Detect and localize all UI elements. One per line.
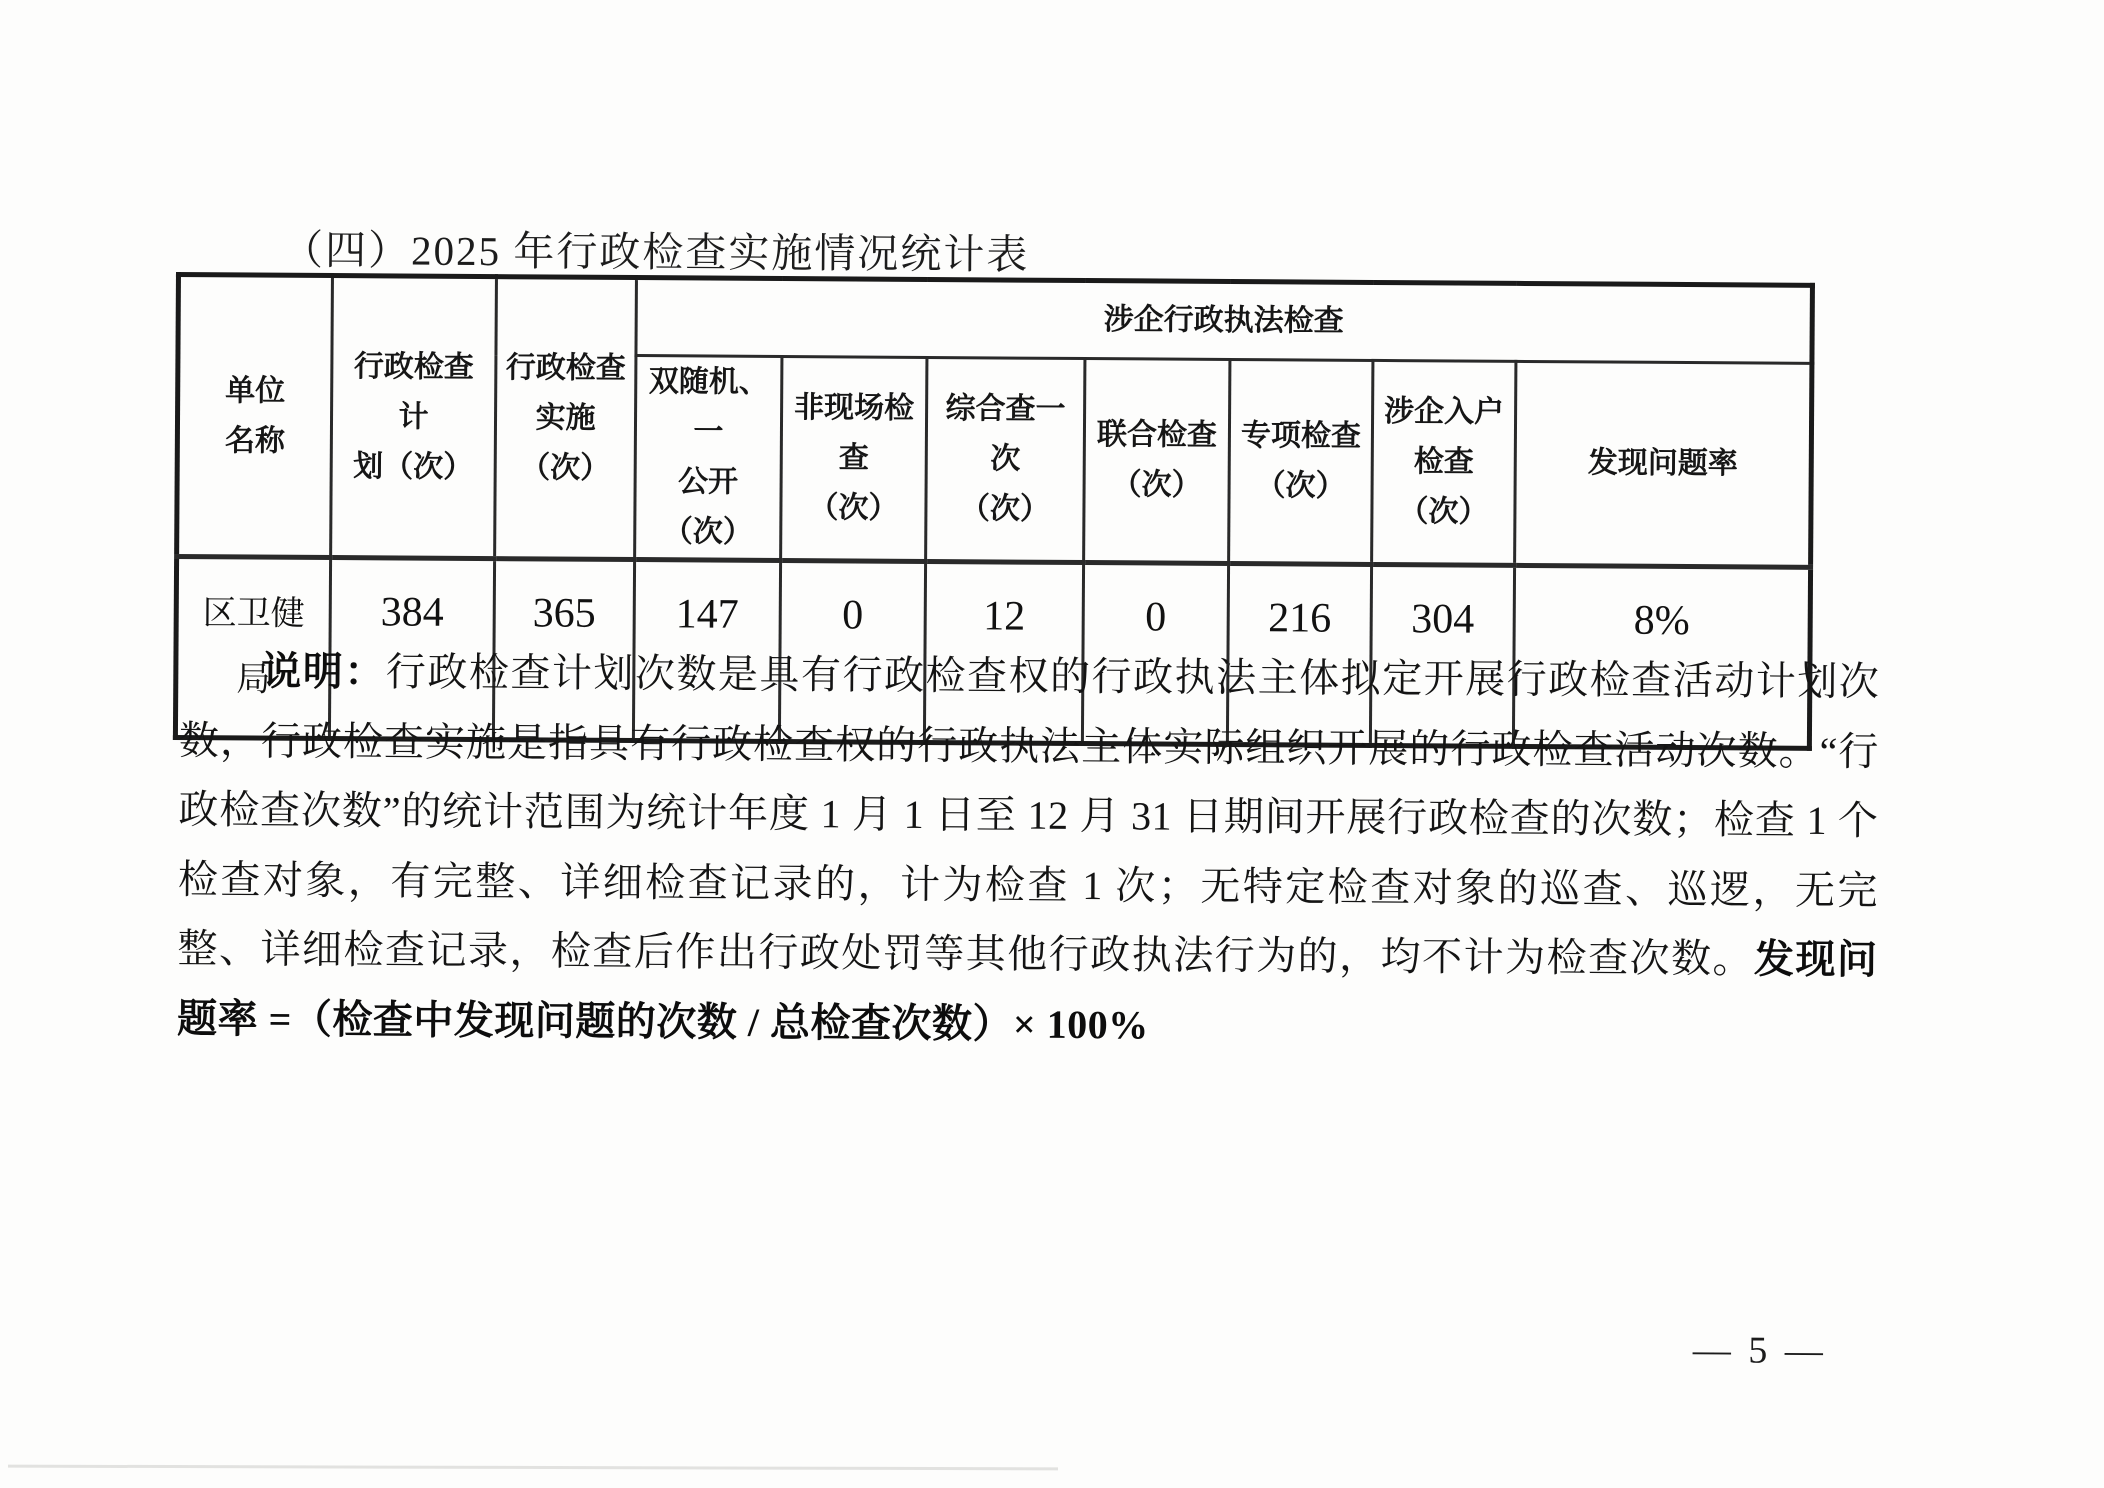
header-special-inspection: 专项检查 （次） — [1229, 359, 1373, 564]
table-header-group-row — [178, 275, 1813, 364]
notes-label: 说明： — [261, 648, 387, 695]
header-onsite-enterprise-visit: 涉企入户 检查（次） — [1372, 360, 1516, 565]
cell-problem-rate: 8% — [1513, 565, 1810, 748]
header-inspection-implemented: 行政检查 实施（次） — [495, 277, 637, 560]
header-joint-inspection: 联合检查 （次） — [1084, 359, 1230, 564]
cell-joint-count: 0 — [1082, 563, 1228, 745]
cell-special-count: 216 — [1227, 563, 1371, 745]
cell-double-random-count: 147 — [633, 560, 780, 742]
cell-offsite-count: 0 — [779, 561, 925, 743]
header-offsite-inspection: 非现场检查 （次） — [781, 357, 927, 562]
header-double-random: 双随机、一 公开（次） — [635, 356, 782, 561]
section-title: （四）2025 年行政检查实施情况统计表 — [281, 226, 1030, 278]
header-unit-name: 单位 名称 — [177, 275, 333, 558]
cell-combined-once-count: 12 — [924, 561, 1083, 743]
header-combined-once: 综合查一次 （次） — [926, 357, 1085, 562]
cell-implemented-count: 365 — [493, 559, 634, 741]
cell-unit-name: 区卫健 局 — [175, 557, 330, 739]
cell-onsite-visit-count: 304 — [1370, 564, 1514, 746]
page-number: — 5 — — [1692, 1329, 1828, 1372]
notes-paragraph — [177, 636, 1880, 1064]
notes-formula: 发现问题率 =（检查中发现问题的次数 / 总检查次数）× 100% — [176, 936, 1878, 1047]
header-enterprise-enforcement-group: 涉企行政执法检查 — [636, 278, 1813, 364]
notes-body-text: 行政检查计划次数是具有行政检查权的行政执法主体拟定开展行政检查活动计划次数，行政检查实施是指具有行政检查权的行政执法主体实际组织开展的行政检查活动次数。“行政检查次数”的统计范围为统计年度 1 月 1 日至 12 月 31 日期间开展行政检查的次数；检查 1 个检查对象，有完整、详细检查记录的，计为检查 1 次；无特定检查对象的巡查、巡逻，无完整、详细检查记录，检查后作出行政处罚等其他行政执法行为的，均不计为检查次数。 — [177, 649, 1880, 982]
cell-plan-count: 384 — [329, 558, 494, 740]
header-problem-discovery-rate: 发现问题率 — [1515, 361, 1812, 567]
header-inspection-plan: 行政检查计 划（次） — [331, 276, 497, 559]
